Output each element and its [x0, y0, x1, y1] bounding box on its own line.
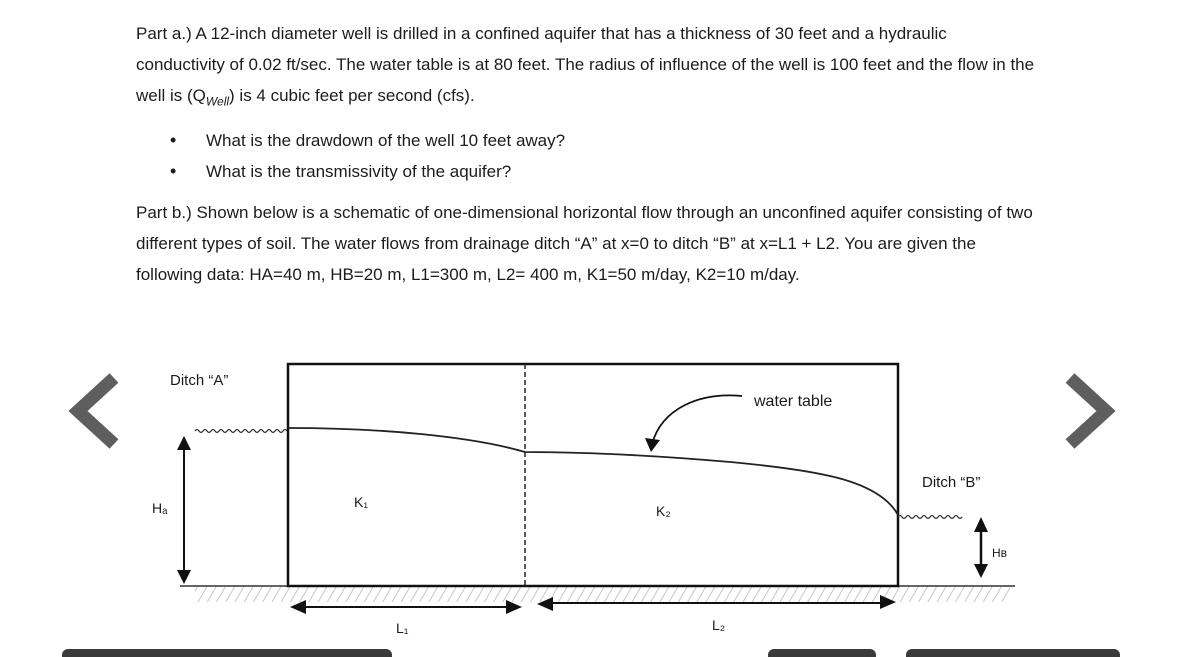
chevron-right-icon — [1060, 372, 1118, 450]
part-a-text-end: ) is 4 cubic feet per second (cfs). — [229, 86, 475, 105]
water-table-pointer — [652, 395, 742, 444]
water-table-label: water table — [754, 393, 833, 410]
part-b-paragraph: Part b.) Shown below is a schematic of one-dimensional horizontal flow through an unconfined aquifer consisting of two different types of soil. The water flows from drainage ditch “A” at x=0 to ditch “B” at x=L1 + L2. You are given the following data: HA=40 m, HB=20 m, L1=300 m, L2= 400 m, K1=50 m/day, K2=10 m/day. — [136, 203, 1033, 285]
l1-arrow-left — [290, 600, 306, 614]
ditch-b-water-surface — [898, 516, 962, 519]
l1-label: L₁ — [396, 620, 409, 636]
hb-label: Hʙ — [992, 546, 1008, 560]
hb-arrow-bottom — [974, 564, 988, 578]
l1-arrow-right — [506, 600, 522, 614]
question-item: • What is the transmissivity of the aquifer? — [136, 156, 1036, 187]
k1-label: K₁ — [354, 494, 369, 510]
next-arrow-button[interactable] — [1060, 372, 1118, 450]
bottom-bar-left[interactable] — [62, 649, 392, 657]
hb-arrow-top — [974, 517, 988, 532]
ha-arrow-bottom — [177, 570, 191, 584]
water-table-pointer-head — [645, 438, 660, 452]
ditch-a-label: Ditch “A” — [170, 372, 229, 389]
ha-label: Hₐ — [152, 500, 168, 516]
bottom-bar-middle[interactable] — [768, 649, 876, 657]
l2-label: L₂ — [712, 617, 726, 633]
chevron-left-icon — [66, 372, 124, 450]
water-table-curve — [288, 428, 898, 515]
part-a-text: Part a.) A 12-inch diameter well is drilled in a confined aquifer that has a thickness of 30 feet and a hydraulic conductivity of 0.02 ft/sec. The water table is at 80 feet. The radius of influence of the well is 100 feet and the flow in the well is (Q — [136, 24, 1035, 105]
ha-arrow-top — [177, 436, 191, 450]
k2-label: K₂ — [656, 503, 671, 519]
previous-arrow-button[interactable] — [66, 372, 124, 450]
ditch-b-label: Ditch “B” — [922, 474, 981, 491]
bottom-bar-right[interactable] — [906, 649, 1120, 657]
question-item: • What is the drawdown of the well 10 feet away? — [136, 125, 1036, 156]
ditch-a-water-surface — [195, 430, 287, 433]
q-well-subscript: Well — [205, 94, 230, 109]
